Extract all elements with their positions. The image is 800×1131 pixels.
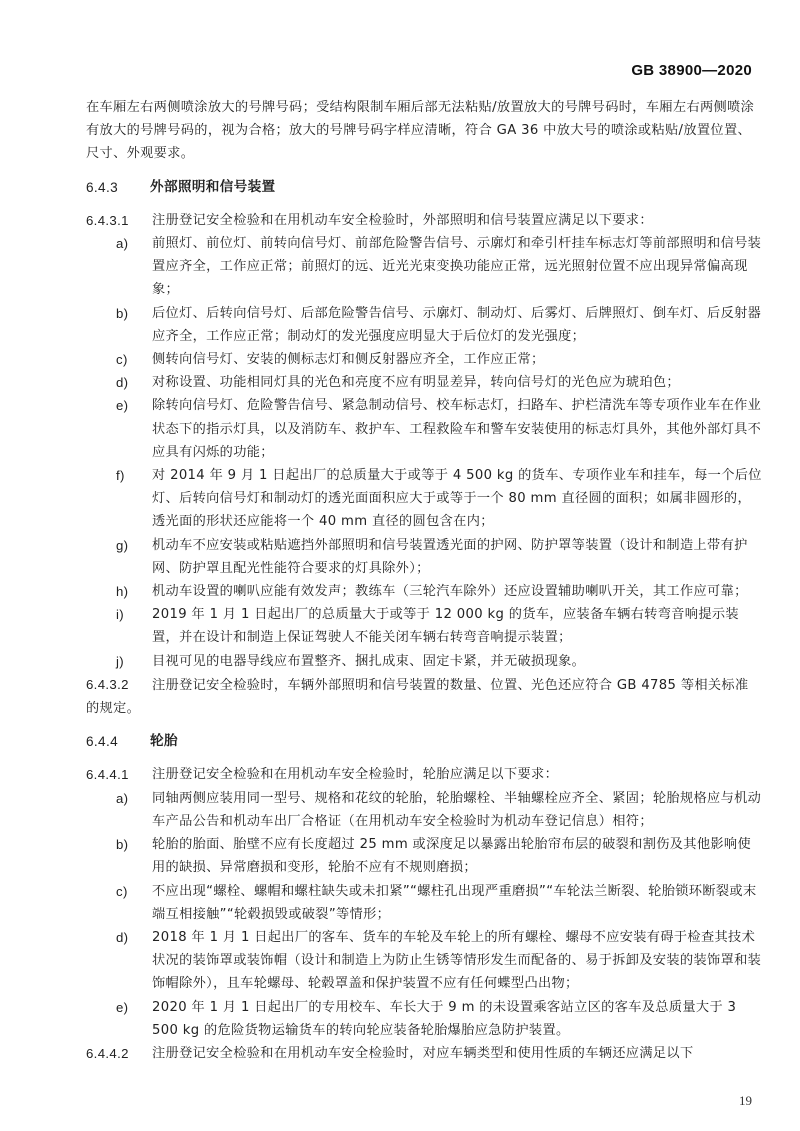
list-item [86,833,762,879]
section-title: 外部照明和信号装置 [150,178,276,195]
item-text: 前照灯、前位灯、前转向信号灯、前部危险警告信号、示廓灯和牵引杆挂车标志灯等前部照明和信号装置应齐全，工作应正常；前照灯的远、近光光束变换功能应正常，远光照射位置不应出现异常偏高现象； [152,236,762,298]
section-title: 轮胎 [150,733,178,750]
list-item [86,580,762,603]
list-item [86,302,762,348]
list-item [86,534,762,580]
item-text: 目视可见的电器导线应布置整齐、捆扎成束、固定卡紧，并无破损现象。 [152,653,586,669]
list-item [86,348,762,371]
item-text: 轮胎的胎面、胎壁不应有长度超过 25 mm 或深度足以暴露出轮胎帘布层的破裂和割伤及其他影响使用的缺损、异常磨损和变形，轮胎不应有不规则磨损； [152,837,751,876]
section-heading-6-4-4 [86,730,762,753]
item-mark: d) [116,375,129,391]
item-text: 2018 年 1 月 1 日起出厂的客车、货车的车轮及车轮上的所有螺栓、螺母不应安装有碍于检查其技术状况的装饰罩或装饰帽（设计和制造上为防止生锈等情形发生而配备的、易于拆卸及安装的装饰罩和装饰帽除外），且车轮螺母、轮毂罩盖和保护装置不应有任何蝶型凸出物； [152,929,762,992]
list-item [86,394,762,464]
item-mark: b) [116,837,129,853]
item-text: 不应出现“螺栓、螺帽和螺柱缺失或未扣紧”“螺柱孔出现严重磨损”“车轮法兰断裂、轮胎锁环断裂或末端互相接触”“轮毂损毁或破裂”等情形； [152,883,757,922]
item-mark: i) [116,607,125,623]
item-mark: g) [116,537,129,553]
clause-text: 注册登记安全检验和在用机动车安全检验时，外部照明和信号装置应满足以下要求： [152,212,653,228]
item-text: 同轴两侧应装用同一型号、规格和花纹的轮胎，轮胎螺栓、半轴螺栓应齐全、紧固；轮胎规格应与机动车产品公告和机动车出厂合格证（在用机动车安全检验时为机动车登记信息）相符； [152,790,762,829]
clause-number: 6.4.4.2 [86,1045,129,1061]
list-item [86,880,762,926]
clause-6-4-3-2 [86,673,762,720]
page-number: 19 [739,1093,752,1108]
item-mark: a) [116,236,129,252]
list-item [86,650,762,673]
item-mark: a) [116,790,129,806]
item-mark: e) [116,999,129,1015]
clause-number: 6.4.3.1 [86,212,129,228]
item-mark: d) [116,929,129,945]
item-mark: j) [116,653,125,669]
item-mark: c) [116,883,128,899]
item-text: 机动车不应安装或粘贴遮挡外部照明和信号装置透光面的护网、防护罩等装置（设计和制造上带有护网、防护罩且配光性能符合要求的灯具除外）； [152,537,748,576]
document-body [86,96,762,1065]
item-text: 对 2014 年 9 月 1 日起出厂的总质量大于或等于 4 500 kg 的货车、专项作业车和挂车，每一个后位灯、后转向信号灯和制动灯的透光面面积应大于或等于一个 80 mm 直径圆的面积；如属非圆形的，透光面的形状还应能将一个 40 mm 直径的圆包含在内； [152,468,762,530]
item-text: 2019 年 1 月 1 日起出厂的总质量大于或等于 12 000 kg 的货车，应装备车辆右转弯音响提示装置，并在设计和制造上保证驾驶人不能关闭车辆右转弯音响提示装置； [152,607,739,646]
list-item [86,603,762,649]
section-heading-6-4-3 [86,176,762,199]
item-mark: e) [116,398,129,414]
clause-text: 注册登记安全检验时，车辆外部照明和信号装置的数量、位置、光色还应符合 GB 4785 等相关标准的规定。 [86,677,749,717]
section-number: 6.4.4 [86,734,118,750]
clause-number: 6.4.4.1 [86,767,129,783]
item-mark: b) [116,305,129,321]
item-text: 2020 年 1 月 1 日起出厂的专用校车、车长大于 9 m 的未设置乘客站立区的客车及总质量大于 3 500 kg 的危险货物运输货车的转向轮应装备轮胎爆胎应急防护装置。 [152,999,737,1038]
list-item [86,464,762,534]
standard-number: GB 38900—2020 [631,62,752,79]
clause-6-4-4-2 [86,1042,762,1065]
item-text: 除转向信号灯、危险警告信号、紧急制动信号、校车标志灯，扫路车、护栏清洗车等专项作业车在作业状态下的指示灯具，以及消防车、救护车、工程救险车和警车安装使用的标志灯具外，其他外部灯具不应具有闪烁的功能； [152,398,762,460]
section-number: 6.4.3 [86,179,118,195]
list-item [86,787,762,833]
list-item [86,371,762,394]
item-mark: h) [116,584,129,600]
item-mark: f) [116,468,125,484]
list-item [86,926,762,996]
list-item [86,996,762,1042]
item-text: 机动车设置的喇叭应能有效发声；教练车（三轮汽车除外）还应设置辅助喇叭开关，其工作应可靠； [152,584,748,600]
list-item [86,232,762,302]
item-text: 后位灯、后转向信号灯、后部危险警告信号、示廓灯、制动灯、后雾灯、后牌照灯、倒车灯、后反射器应齐全，工作应正常；制动灯的发光强度应明显大于后位灯的发光强度； [152,305,762,344]
item-text: 对称设置、功能相同灯具的光色和亮度不应有明显差异，转向信号灯的光色应为琥珀色； [152,375,680,391]
clause-text: 注册登记安全检验和在用机动车安全检验时，轮胎应满足以下要求： [152,767,559,783]
clause-6-4-3-1 [86,209,762,232]
clause-text: 注册登记安全检验和在用机动车安全检验时，对应车辆类型和使用性质的车辆还应满足以下 [152,1045,694,1061]
intro-paragraph: 在车厢左右两侧喷涂放大的号牌号码；受结构限制车厢后部无法粘贴/放置放大的号牌号码时，车厢左右两侧喷涂有放大的号牌号码的，视为合格；放大的号牌号码字样应清晰，符合 GA 36 中放大号的喷涂或粘贴/放置位置、尺寸、外观要求。 [86,100,755,162]
item-text: 侧转向信号灯、安装的侧标志灯和侧反射器应齐全，工作应正常； [152,352,545,368]
clause-6-4-4-1 [86,763,762,786]
item-mark: c) [116,352,128,368]
clause-number: 6.4.3.2 [86,676,129,692]
